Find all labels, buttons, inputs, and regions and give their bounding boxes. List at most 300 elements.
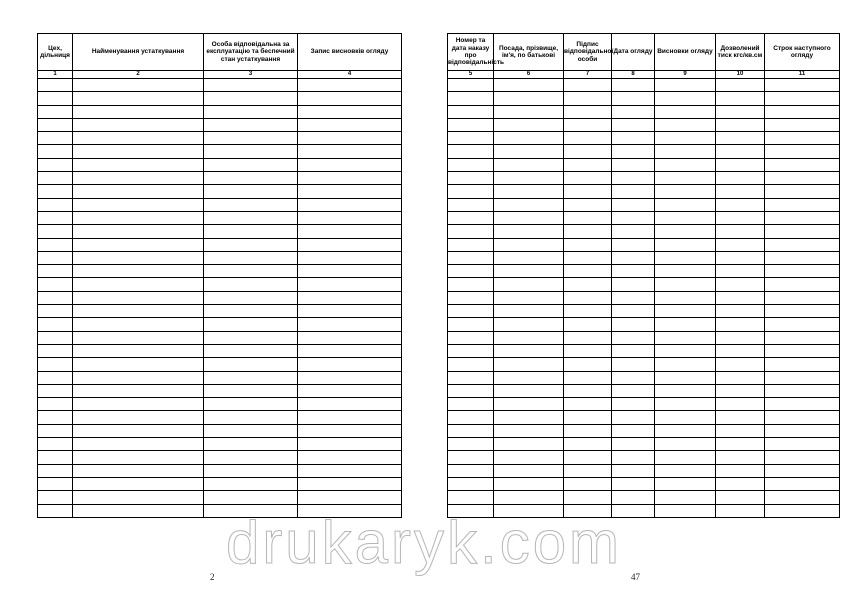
table-cell[interactable] <box>655 371 716 384</box>
table-cell[interactable] <box>716 132 765 145</box>
table-cell[interactable] <box>73 464 204 477</box>
table-cell[interactable] <box>765 79 840 92</box>
table-cell[interactable] <box>612 238 655 251</box>
table-cell[interactable] <box>448 477 494 490</box>
table-cell[interactable] <box>716 198 765 211</box>
table-cell[interactable] <box>73 371 204 384</box>
table-cell[interactable] <box>298 251 402 264</box>
table-cell[interactable] <box>716 358 765 371</box>
table-cell[interactable] <box>655 158 716 171</box>
table-cell[interactable] <box>494 384 564 397</box>
table-cell[interactable] <box>494 398 564 411</box>
table-cell[interactable] <box>38 211 73 224</box>
table-cell[interactable] <box>612 225 655 238</box>
table-cell[interactable] <box>655 424 716 437</box>
table-cell[interactable] <box>655 411 716 424</box>
table-cell[interactable] <box>204 451 298 464</box>
table-cell[interactable] <box>73 358 204 371</box>
table-cell[interactable] <box>204 238 298 251</box>
table-cell[interactable] <box>494 105 564 118</box>
table-cell[interactable] <box>298 145 402 158</box>
table-cell[interactable] <box>716 145 765 158</box>
table-cell[interactable] <box>612 278 655 291</box>
table-cell[interactable] <box>716 491 765 504</box>
table-cell[interactable] <box>298 158 402 171</box>
table-cell[interactable] <box>73 491 204 504</box>
table-cell[interactable] <box>298 118 402 131</box>
table-cell[interactable] <box>655 79 716 92</box>
table-cell[interactable] <box>448 238 494 251</box>
table-cell[interactable] <box>494 145 564 158</box>
table-cell[interactable] <box>204 105 298 118</box>
table-cell[interactable] <box>38 411 73 424</box>
table-cell[interactable] <box>38 105 73 118</box>
table-cell[interactable] <box>564 198 612 211</box>
table-cell[interactable] <box>448 371 494 384</box>
table-cell[interactable] <box>38 158 73 171</box>
table-cell[interactable] <box>655 438 716 451</box>
table-cell[interactable] <box>494 331 564 344</box>
table-cell[interactable] <box>564 318 612 331</box>
table-cell[interactable] <box>612 451 655 464</box>
table-cell[interactable] <box>564 251 612 264</box>
table-cell[interactable] <box>716 451 765 464</box>
table-cell[interactable] <box>73 504 204 517</box>
table-cell[interactable] <box>494 132 564 145</box>
table-cell[interactable] <box>765 278 840 291</box>
table-cell[interactable] <box>612 371 655 384</box>
table-cell[interactable] <box>564 158 612 171</box>
table-cell[interactable] <box>73 118 204 131</box>
table-cell[interactable] <box>38 79 73 92</box>
table-cell[interactable] <box>448 225 494 238</box>
table-cell[interactable] <box>38 92 73 105</box>
table-cell[interactable] <box>716 411 765 424</box>
table-cell[interactable] <box>298 318 402 331</box>
table-cell[interactable] <box>612 172 655 185</box>
table-cell[interactable] <box>655 265 716 278</box>
table-cell[interactable] <box>204 172 298 185</box>
table-cell[interactable] <box>612 411 655 424</box>
table-cell[interactable] <box>38 331 73 344</box>
table-cell[interactable] <box>38 438 73 451</box>
table-cell[interactable] <box>716 305 765 318</box>
table-cell[interactable] <box>73 451 204 464</box>
table-cell[interactable] <box>564 225 612 238</box>
table-cell[interactable] <box>765 424 840 437</box>
table-cell[interactable] <box>38 477 73 490</box>
table-cell[interactable] <box>298 477 402 490</box>
table-cell[interactable] <box>298 198 402 211</box>
table-cell[interactable] <box>765 384 840 397</box>
table-cell[interactable] <box>716 118 765 131</box>
table-cell[interactable] <box>38 371 73 384</box>
table-cell[interactable] <box>612 105 655 118</box>
table-cell[interactable] <box>204 198 298 211</box>
table-cell[interactable] <box>448 105 494 118</box>
table-cell[interactable] <box>448 464 494 477</box>
table-cell[interactable] <box>448 158 494 171</box>
table-cell[interactable] <box>204 477 298 490</box>
table-cell[interactable] <box>655 92 716 105</box>
table-cell[interactable] <box>765 331 840 344</box>
table-cell[interactable] <box>655 198 716 211</box>
table-cell[interactable] <box>38 225 73 238</box>
table-cell[interactable] <box>494 464 564 477</box>
table-cell[interactable] <box>298 451 402 464</box>
table-cell[interactable] <box>204 225 298 238</box>
table-cell[interactable] <box>204 438 298 451</box>
table-cell[interactable] <box>448 438 494 451</box>
table-cell[interactable] <box>765 198 840 211</box>
table-cell[interactable] <box>494 278 564 291</box>
table-cell[interactable] <box>38 251 73 264</box>
table-cell[interactable] <box>564 477 612 490</box>
table-cell[interactable] <box>765 251 840 264</box>
table-cell[interactable] <box>612 477 655 490</box>
table-cell[interactable] <box>655 477 716 490</box>
table-cell[interactable] <box>204 331 298 344</box>
table-cell[interactable] <box>494 291 564 304</box>
table-cell[interactable] <box>298 291 402 304</box>
table-cell[interactable] <box>716 504 765 517</box>
table-cell[interactable] <box>765 491 840 504</box>
table-cell[interactable] <box>204 158 298 171</box>
table-cell[interactable] <box>38 424 73 437</box>
table-cell[interactable] <box>73 291 204 304</box>
table-cell[interactable] <box>564 384 612 397</box>
table-cell[interactable] <box>448 278 494 291</box>
table-cell[interactable] <box>494 371 564 384</box>
table-cell[interactable] <box>612 398 655 411</box>
table-cell[interactable] <box>38 278 73 291</box>
table-cell[interactable] <box>73 198 204 211</box>
table-cell[interactable] <box>448 291 494 304</box>
table-cell[interactable] <box>765 158 840 171</box>
table-cell[interactable] <box>298 211 402 224</box>
table-cell[interactable] <box>73 238 204 251</box>
table-cell[interactable] <box>655 185 716 198</box>
table-cell[interactable] <box>38 344 73 357</box>
table-cell[interactable] <box>655 331 716 344</box>
table-cell[interactable] <box>655 145 716 158</box>
table-cell[interactable] <box>73 305 204 318</box>
table-cell[interactable] <box>765 118 840 131</box>
table-cell[interactable] <box>494 318 564 331</box>
table-cell[interactable] <box>38 238 73 251</box>
table-cell[interactable] <box>564 344 612 357</box>
table-cell[interactable] <box>655 251 716 264</box>
table-cell[interactable] <box>38 265 73 278</box>
table-cell[interactable] <box>73 92 204 105</box>
table-cell[interactable] <box>38 118 73 131</box>
table-cell[interactable] <box>494 424 564 437</box>
table-cell[interactable] <box>564 398 612 411</box>
table-cell[interactable] <box>716 105 765 118</box>
table-cell[interactable] <box>716 438 765 451</box>
table-cell[interactable] <box>655 305 716 318</box>
table-cell[interactable] <box>38 451 73 464</box>
table-cell[interactable] <box>494 198 564 211</box>
table-cell[interactable] <box>38 198 73 211</box>
table-cell[interactable] <box>298 305 402 318</box>
table-cell[interactable] <box>73 211 204 224</box>
table-cell[interactable] <box>38 291 73 304</box>
table-cell[interactable] <box>494 265 564 278</box>
table-cell[interactable] <box>564 238 612 251</box>
table-cell[interactable] <box>448 118 494 131</box>
table-cell[interactable] <box>612 251 655 264</box>
table-cell[interactable] <box>204 265 298 278</box>
table-cell[interactable] <box>494 172 564 185</box>
table-cell[interactable] <box>716 424 765 437</box>
table-cell[interactable] <box>448 344 494 357</box>
table-cell[interactable] <box>716 477 765 490</box>
table-cell[interactable] <box>612 438 655 451</box>
table-cell[interactable] <box>655 504 716 517</box>
table-cell[interactable] <box>448 251 494 264</box>
table-cell[interactable] <box>298 464 402 477</box>
table-cell[interactable] <box>564 331 612 344</box>
table-cell[interactable] <box>494 344 564 357</box>
table-cell[interactable] <box>716 158 765 171</box>
table-cell[interactable] <box>204 411 298 424</box>
table-cell[interactable] <box>448 265 494 278</box>
table-cell[interactable] <box>494 225 564 238</box>
table-cell[interactable] <box>716 79 765 92</box>
table-cell[interactable] <box>612 318 655 331</box>
table-cell[interactable] <box>765 211 840 224</box>
table-cell[interactable] <box>612 92 655 105</box>
table-cell[interactable] <box>298 132 402 145</box>
table-cell[interactable] <box>38 145 73 158</box>
table-cell[interactable] <box>612 158 655 171</box>
table-cell[interactable] <box>298 331 402 344</box>
table-cell[interactable] <box>73 251 204 264</box>
table-cell[interactable] <box>298 344 402 357</box>
table-cell[interactable] <box>494 158 564 171</box>
table-cell[interactable] <box>655 451 716 464</box>
table-cell[interactable] <box>204 278 298 291</box>
table-cell[interactable] <box>38 132 73 145</box>
table-cell[interactable] <box>716 92 765 105</box>
table-cell[interactable] <box>494 451 564 464</box>
table-cell[interactable] <box>73 158 204 171</box>
table-cell[interactable] <box>73 438 204 451</box>
table-cell[interactable] <box>73 132 204 145</box>
table-cell[interactable] <box>298 172 402 185</box>
table-cell[interactable] <box>73 278 204 291</box>
table-cell[interactable] <box>765 132 840 145</box>
table-cell[interactable] <box>298 358 402 371</box>
table-cell[interactable] <box>655 491 716 504</box>
table-cell[interactable] <box>298 278 402 291</box>
table-cell[interactable] <box>765 172 840 185</box>
table-cell[interactable] <box>655 132 716 145</box>
table-cell[interactable] <box>564 172 612 185</box>
table-cell[interactable] <box>298 79 402 92</box>
table-cell[interactable] <box>448 491 494 504</box>
table-cell[interactable] <box>564 504 612 517</box>
table-cell[interactable] <box>204 132 298 145</box>
table-cell[interactable] <box>494 411 564 424</box>
table-cell[interactable] <box>765 105 840 118</box>
table-cell[interactable] <box>765 464 840 477</box>
table-cell[interactable] <box>448 398 494 411</box>
table-cell[interactable] <box>765 504 840 517</box>
table-cell[interactable] <box>612 331 655 344</box>
table-cell[interactable] <box>38 504 73 517</box>
table-cell[interactable] <box>564 145 612 158</box>
table-cell[interactable] <box>564 105 612 118</box>
table-cell[interactable] <box>204 185 298 198</box>
table-cell[interactable] <box>765 344 840 357</box>
table-cell[interactable] <box>564 291 612 304</box>
table-cell[interactable] <box>204 145 298 158</box>
table-cell[interactable] <box>655 344 716 357</box>
table-cell[interactable] <box>765 265 840 278</box>
table-cell[interactable] <box>38 398 73 411</box>
table-cell[interactable] <box>448 132 494 145</box>
table-cell[interactable] <box>564 211 612 224</box>
table-cell[interactable] <box>564 491 612 504</box>
table-cell[interactable] <box>448 331 494 344</box>
table-cell[interactable] <box>204 344 298 357</box>
table-cell[interactable] <box>612 344 655 357</box>
table-cell[interactable] <box>298 491 402 504</box>
table-cell[interactable] <box>38 384 73 397</box>
table-cell[interactable] <box>494 491 564 504</box>
table-cell[interactable] <box>38 305 73 318</box>
table-cell[interactable] <box>612 118 655 131</box>
table-cell[interactable] <box>73 384 204 397</box>
table-cell[interactable] <box>612 358 655 371</box>
table-cell[interactable] <box>716 211 765 224</box>
table-cell[interactable] <box>298 384 402 397</box>
table-cell[interactable] <box>448 411 494 424</box>
table-cell[interactable] <box>765 185 840 198</box>
table-cell[interactable] <box>298 225 402 238</box>
table-cell[interactable] <box>564 118 612 131</box>
table-cell[interactable] <box>765 371 840 384</box>
table-cell[interactable] <box>298 371 402 384</box>
table-cell[interactable] <box>448 424 494 437</box>
table-cell[interactable] <box>765 411 840 424</box>
table-cell[interactable] <box>73 145 204 158</box>
table-cell[interactable] <box>38 318 73 331</box>
table-cell[interactable] <box>73 105 204 118</box>
table-cell[interactable] <box>716 265 765 278</box>
table-cell[interactable] <box>73 172 204 185</box>
table-cell[interactable] <box>612 185 655 198</box>
table-cell[interactable] <box>655 172 716 185</box>
table-cell[interactable] <box>204 79 298 92</box>
table-cell[interactable] <box>448 172 494 185</box>
table-cell[interactable] <box>73 265 204 278</box>
table-cell[interactable] <box>612 132 655 145</box>
table-cell[interactable] <box>448 198 494 211</box>
table-cell[interactable] <box>765 145 840 158</box>
table-cell[interactable] <box>564 79 612 92</box>
table-cell[interactable] <box>655 384 716 397</box>
table-cell[interactable] <box>494 251 564 264</box>
table-cell[interactable] <box>564 265 612 278</box>
table-cell[interactable] <box>204 118 298 131</box>
table-cell[interactable] <box>716 291 765 304</box>
table-cell[interactable] <box>73 398 204 411</box>
table-cell[interactable] <box>716 318 765 331</box>
table-cell[interactable] <box>38 172 73 185</box>
table-cell[interactable] <box>655 291 716 304</box>
table-cell[interactable] <box>612 424 655 437</box>
table-cell[interactable] <box>612 305 655 318</box>
table-cell[interactable] <box>765 225 840 238</box>
table-cell[interactable] <box>298 424 402 437</box>
table-cell[interactable] <box>655 105 716 118</box>
table-cell[interactable] <box>564 424 612 437</box>
table-cell[interactable] <box>38 491 73 504</box>
table-cell[interactable] <box>655 225 716 238</box>
table-cell[interactable] <box>655 358 716 371</box>
table-cell[interactable] <box>204 491 298 504</box>
table-cell[interactable] <box>494 504 564 517</box>
table-cell[interactable] <box>612 265 655 278</box>
table-cell[interactable] <box>612 79 655 92</box>
table-cell[interactable] <box>73 331 204 344</box>
table-cell[interactable] <box>564 358 612 371</box>
table-cell[interactable] <box>298 265 402 278</box>
table-cell[interactable] <box>564 464 612 477</box>
table-cell[interactable] <box>612 291 655 304</box>
table-cell[interactable] <box>716 238 765 251</box>
table-cell[interactable] <box>765 477 840 490</box>
table-cell[interactable] <box>73 79 204 92</box>
table-cell[interactable] <box>204 371 298 384</box>
table-cell[interactable] <box>765 451 840 464</box>
table-cell[interactable] <box>298 238 402 251</box>
table-cell[interactable] <box>655 118 716 131</box>
table-cell[interactable] <box>612 491 655 504</box>
table-cell[interactable] <box>204 464 298 477</box>
table-cell[interactable] <box>494 305 564 318</box>
table-cell[interactable] <box>564 371 612 384</box>
table-cell[interactable] <box>494 438 564 451</box>
table-cell[interactable] <box>204 251 298 264</box>
table-cell[interactable] <box>716 172 765 185</box>
table-cell[interactable] <box>38 464 73 477</box>
table-cell[interactable] <box>298 504 402 517</box>
table-cell[interactable] <box>564 92 612 105</box>
table-cell[interactable] <box>204 398 298 411</box>
table-cell[interactable] <box>204 92 298 105</box>
table-cell[interactable] <box>494 238 564 251</box>
table-cell[interactable] <box>73 424 204 437</box>
table-cell[interactable] <box>612 211 655 224</box>
table-cell[interactable] <box>298 105 402 118</box>
table-cell[interactable] <box>73 318 204 331</box>
table-cell[interactable] <box>765 358 840 371</box>
table-cell[interactable] <box>716 278 765 291</box>
table-cell[interactable] <box>298 411 402 424</box>
table-cell[interactable] <box>448 145 494 158</box>
table-cell[interactable] <box>655 278 716 291</box>
table-cell[interactable] <box>448 211 494 224</box>
table-cell[interactable] <box>716 185 765 198</box>
table-cell[interactable] <box>765 398 840 411</box>
table-cell[interactable] <box>564 451 612 464</box>
table-cell[interactable] <box>298 185 402 198</box>
table-cell[interactable] <box>73 344 204 357</box>
